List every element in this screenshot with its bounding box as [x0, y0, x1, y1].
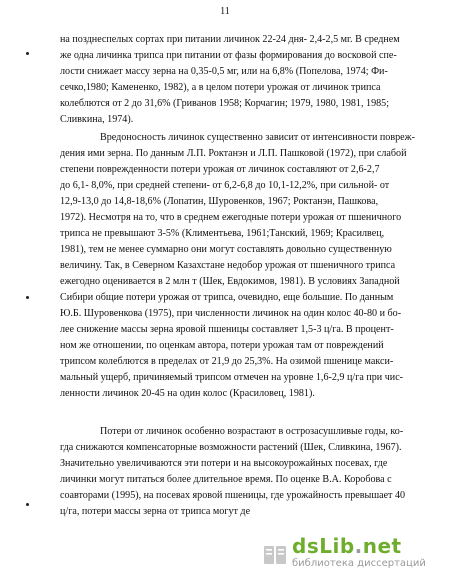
text-line: Значительно увеличиваются эти потери и на высокоурожайных посевах, где	[60, 458, 388, 469]
text-line: 1981), тем не менее суммарно они могут составлять довольно существенную	[60, 244, 392, 255]
text-line: на позднеспелых сортах при питании личинок 22-24 дня- 2,4-2,5 мг. В среднем	[60, 34, 400, 45]
text-line: 1972). Несмотря на то, что в среднем ежегодные потери урожая от пшеничного	[60, 212, 402, 223]
text-line: до 6,1- 8,0%, при средней степени- от 6,2-6,8 до 10,1-12,2%, при сильной- от	[60, 180, 390, 191]
margin-dot-1	[26, 52, 29, 55]
text-line: ном же отношении, по оценкам автора, потери урожая там от повреждений	[60, 340, 384, 351]
text-line: сечко,1980; Камененко, 1982), а в целом потери урожая от личинок трипса	[60, 82, 381, 93]
watermark-site-main: dsLib	[292, 534, 355, 558]
watermark-subtitle: библиотека диссертаций	[292, 558, 426, 569]
text-line: мальный ущерб, причиняемый трипсом отмечен на уровне 1,6-2,9 ц/га при чис-	[60, 372, 404, 383]
text-line: ц/га, потери массы зерна от трипса могут де	[60, 506, 251, 517]
text-line: лости снижает массу зерна на 0,35-0,5 мг, или на 6,8% (Попелова, 1974; Фи-	[60, 66, 388, 77]
dslib-watermark	[262, 534, 442, 576]
text-line: Потери от личинок особенно возрастают в острозасушливые годы, ко-	[100, 426, 404, 437]
margin-dot-3	[26, 503, 29, 506]
watermark-site-dot: .	[354, 534, 363, 558]
text-line: степени поврежденности потери урожая от личинок составляют от 2,6-2,7	[60, 164, 380, 175]
text-line: Сливкина, 1974).	[60, 114, 134, 125]
page-number: 11	[220, 6, 230, 17]
text-line: дения ими зерна. По данным Л.П. Роктанэн и Л.П. Пашковой (1972), при слабой	[60, 148, 407, 159]
text-line: личинки могут питаться более длительное время. По оценке В.А. Коробова с	[60, 474, 392, 485]
text-line: ленности личинок 20-45 на один колос (Красиловец, 1981).	[60, 388, 315, 399]
text-line: ежегодно оценивается в 2 млн т (Шек, Евдокимов, 1981). В условиях Западной	[60, 276, 400, 287]
text-line: Ю.Б. Шуровенкова (1975), при численности личинок на один колос 40-80 и бо-	[60, 308, 402, 319]
text-line: Сибири общие потери урожая от трипса, очевидно, еще большие. По данным	[60, 292, 394, 303]
watermark-site-tld: net	[362, 534, 402, 558]
text-line: 12,9-13,0 до 14,8-18,6% (Лопатин, Шуровенков, 1967; Роктанэн, Пашкова,	[60, 196, 379, 207]
text-line: гда снижаются компенсаторные возможности растений (Шек, Сливкина, 1967).	[60, 442, 402, 453]
text-line: лее снижение массы зерна яровой пшеницы составляет 1,5-3 ц/га. В процент-	[60, 324, 394, 335]
text-line: соавторами (1995), на посевах яровой пшеницы, где урожайность превышает 40	[60, 490, 406, 501]
margin-dot-2	[26, 296, 29, 299]
text-line: же одна личинка трипса при питании от фазы формирования до восковой спе-	[60, 50, 397, 61]
text-line: трипсом колеблются в пределах от 21,9 до 25,3%. На озимой пшенице макси-	[60, 356, 394, 367]
book-logo-icon	[262, 542, 288, 568]
text-line: величину. Так, в Северном Казахстане недобор урожая от пшеничного трипса	[60, 260, 396, 271]
text-line: колеблются от 2 до 31,6% (Гриванов 1958; Корчагин; 1979, 1980, 1981, 1985;	[60, 98, 390, 109]
text-line: трипса не превышают 3-5% (Климентьева, 1961;Танский, 1969; Красилвец,	[60, 228, 385, 239]
text-line: Вредоносность личинок существенно зависит от интенсивности повреж-	[100, 132, 415, 143]
